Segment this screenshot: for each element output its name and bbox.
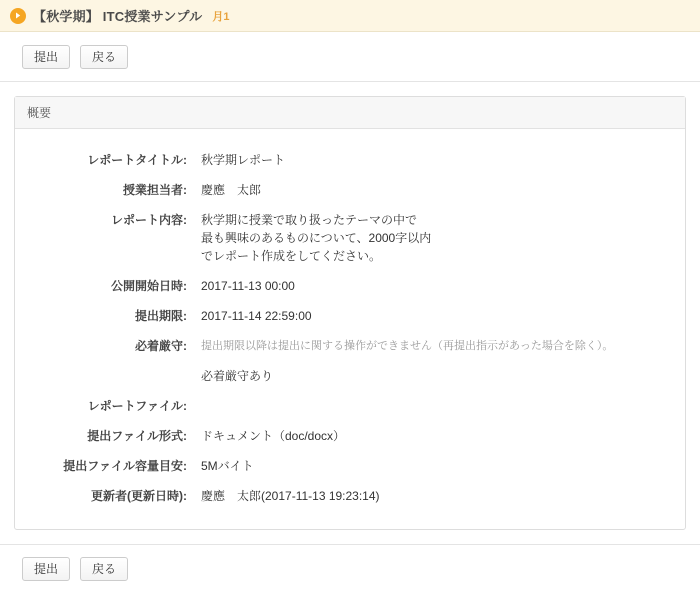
field-label: 必着厳守: (135, 339, 187, 353)
field-value (201, 487, 685, 505)
field-value-line: 秋学期レポート (201, 153, 286, 167)
course-period-badge: 月1 (212, 10, 230, 23)
field-value-line: 2017-11-14 22:59:00 (201, 309, 312, 323)
field-row (15, 391, 685, 421)
field-value-line: 慶應 太郎 (201, 183, 262, 197)
overview-panel-title: 概要 (15, 97, 685, 129)
back-button-bottom[interactable]: 戻る (80, 557, 128, 581)
submit-button-top[interactable]: 提出 (22, 45, 70, 69)
overview-fields (15, 129, 685, 529)
bottom-toolbar (0, 545, 700, 595)
field-label: 提出期限: (135, 309, 187, 323)
field-label: 授業担当者: (123, 183, 187, 197)
back-button-top[interactable]: 戻る (80, 45, 128, 69)
field-label: 提出ファイル容量目安: (63, 459, 187, 473)
field-row (15, 145, 685, 175)
field-value (201, 457, 685, 475)
field-label: レポートタイトル: (87, 153, 187, 167)
field-value (201, 427, 685, 445)
field-label: レポート内容: (111, 213, 187, 227)
field-label: レポートファイル: (87, 399, 187, 413)
field-label: 更新者(更新日時): (91, 489, 187, 503)
field-value (201, 277, 685, 295)
field-row (15, 481, 685, 511)
field-value (201, 337, 685, 385)
field-value-line: 最も興味のあるものについて、2000字以内 (201, 231, 432, 245)
field-row (15, 205, 685, 271)
chevron-right-circle-icon (10, 8, 26, 24)
field-value (201, 151, 685, 169)
field-row (15, 421, 685, 451)
field-value-line: 秋学期に授業で取り扱ったテーマの中で (201, 213, 418, 227)
field-value-line: 慶應 太郎(2017-11-13 19:23:14) (201, 489, 380, 503)
field-value-line: でレポート作成をしてください。 (201, 249, 382, 263)
overview-panel (14, 96, 686, 530)
field-label: 提出ファイル形式: (87, 429, 187, 443)
field-value-line: 5Mバイト (201, 459, 254, 473)
submit-button-bottom[interactable]: 提出 (22, 557, 70, 581)
page-header (0, 0, 700, 32)
content-area (0, 82, 700, 530)
field-row (15, 451, 685, 481)
page-title: 【秋学期】 ITC授業サンプル (33, 9, 203, 24)
field-value (201, 181, 685, 199)
field-value (201, 307, 685, 325)
top-toolbar (0, 32, 700, 81)
field-row (15, 271, 685, 301)
field-row (15, 301, 685, 331)
field-note: 提出期限以降は提出に関する操作ができません（再提出指示があった場合を除く）。 (201, 340, 614, 352)
field-value-line: 2017-11-13 00:00 (201, 279, 295, 293)
field-value (201, 211, 685, 265)
field-row (15, 331, 685, 391)
field-row (15, 175, 685, 205)
field-value-line: 必着厳守あり (201, 369, 274, 383)
field-value-line: ドキュメント（doc/docx） (201, 429, 346, 443)
field-label: 公開開始日時: (111, 279, 187, 293)
